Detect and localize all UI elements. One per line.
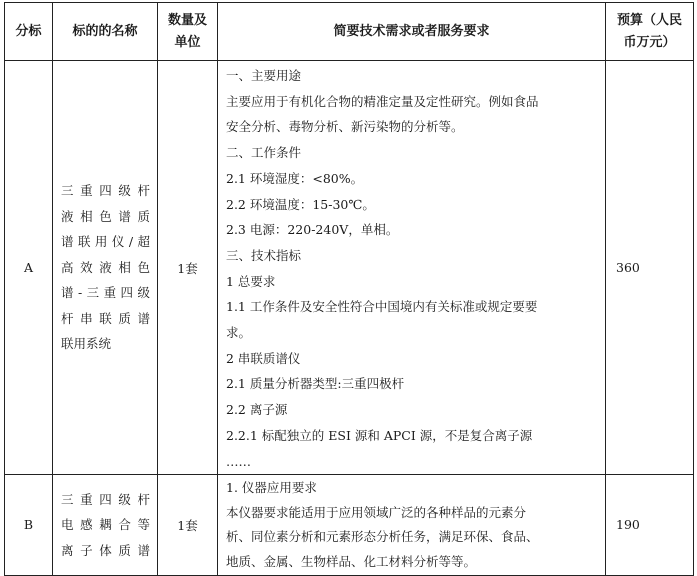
item-name-line: 离子体质谱 bbox=[61, 542, 150, 558]
header-item: 标的的名称 bbox=[53, 3, 158, 61]
header-budget bbox=[606, 3, 694, 61]
requirement-line: 安全分析、毒物分析、新污染物的分析等。 bbox=[226, 119, 464, 135]
requirement-line: 1. 仪器应用要求 bbox=[226, 480, 317, 496]
item-name-cell bbox=[53, 61, 158, 475]
item-name-line: 谱-三重四级 bbox=[61, 285, 150, 301]
item-name-line: 谱联用仪/超 bbox=[61, 234, 150, 250]
requirement-line: 主要应用于有机化合物的精准定量及定性研究。例如食品 bbox=[226, 93, 539, 109]
requirement-line: 本仪器要求能适用于应用领域广泛的各种样品的元素分 bbox=[226, 504, 527, 520]
header-budget-label: 预算（人民币万元） bbox=[616, 12, 682, 50]
item-name-line: 三重四级杆 bbox=[61, 183, 150, 199]
qty-cell: 1套 bbox=[158, 61, 218, 475]
item-name-cell bbox=[53, 475, 158, 575]
requirement-line: 地质、金属、生物样品、化工材料分析等等。 bbox=[226, 554, 477, 570]
lot-cell: B bbox=[5, 475, 53, 575]
requirements-cell bbox=[218, 61, 606, 475]
requirement-line: 一、主要用途 bbox=[226, 68, 302, 83]
item-name-line: 高效液相色 bbox=[61, 259, 150, 275]
requirement-line: 三、技术指标 bbox=[226, 247, 302, 263]
item-name-line: 联用系统 bbox=[61, 336, 112, 352]
table-row bbox=[5, 475, 694, 575]
header-qty-label: 数量及单位 bbox=[167, 12, 207, 50]
header-lot: 分标 bbox=[5, 3, 53, 61]
requirement-line: 求。 bbox=[226, 325, 252, 341]
requirement-line: 1.1 工作条件及安全性符合中国境内有关标准或规定要要 bbox=[226, 299, 538, 315]
budget-cell: 360 bbox=[606, 61, 694, 475]
requirement-line: 2.1 质量分析器类型:三重四极杆 bbox=[226, 376, 405, 392]
budget-cell: 190 bbox=[606, 475, 694, 575]
header-requirements: 简要技术需求或者服务要求 bbox=[218, 3, 606, 61]
requirement-line: 2.2 离子源 bbox=[226, 402, 288, 418]
requirement-line: 析、同位素分析和元素形态分析任务，满足环保、食品、 bbox=[226, 529, 539, 545]
qty-cell: 1套 bbox=[158, 475, 218, 575]
item-name-line: 液相色谱质 bbox=[61, 208, 150, 224]
procurement-table bbox=[4, 2, 694, 576]
requirement-line: 二、工作条件 bbox=[226, 145, 302, 161]
header-row bbox=[5, 3, 694, 61]
requirement-line: 1 总要求 bbox=[226, 273, 276, 289]
requirement-line: 2.3 电源：220-240V，单相。 bbox=[226, 222, 399, 238]
requirement-line: 2 串联质谱仪 bbox=[226, 350, 301, 366]
requirement-line: 2.1 环境湿度：<80%。 bbox=[226, 170, 364, 186]
requirement-line: 2.2.1 标配独立的 ESI 源和 APCI 源，不是复合离子源 bbox=[226, 427, 533, 443]
header-qty bbox=[158, 3, 218, 61]
requirement-line: …… bbox=[226, 453, 251, 469]
table-row bbox=[5, 61, 694, 475]
item-name-line: 杆串联质谱 bbox=[61, 310, 150, 326]
item-name-line: 电感耦合等 bbox=[61, 517, 150, 533]
lot-cell: A bbox=[5, 61, 53, 475]
item-name-line: 三重四级杆 bbox=[61, 491, 150, 507]
requirements-cell bbox=[218, 475, 606, 575]
requirement-line: 2.2 环境温度：15-30℃。 bbox=[226, 196, 375, 212]
